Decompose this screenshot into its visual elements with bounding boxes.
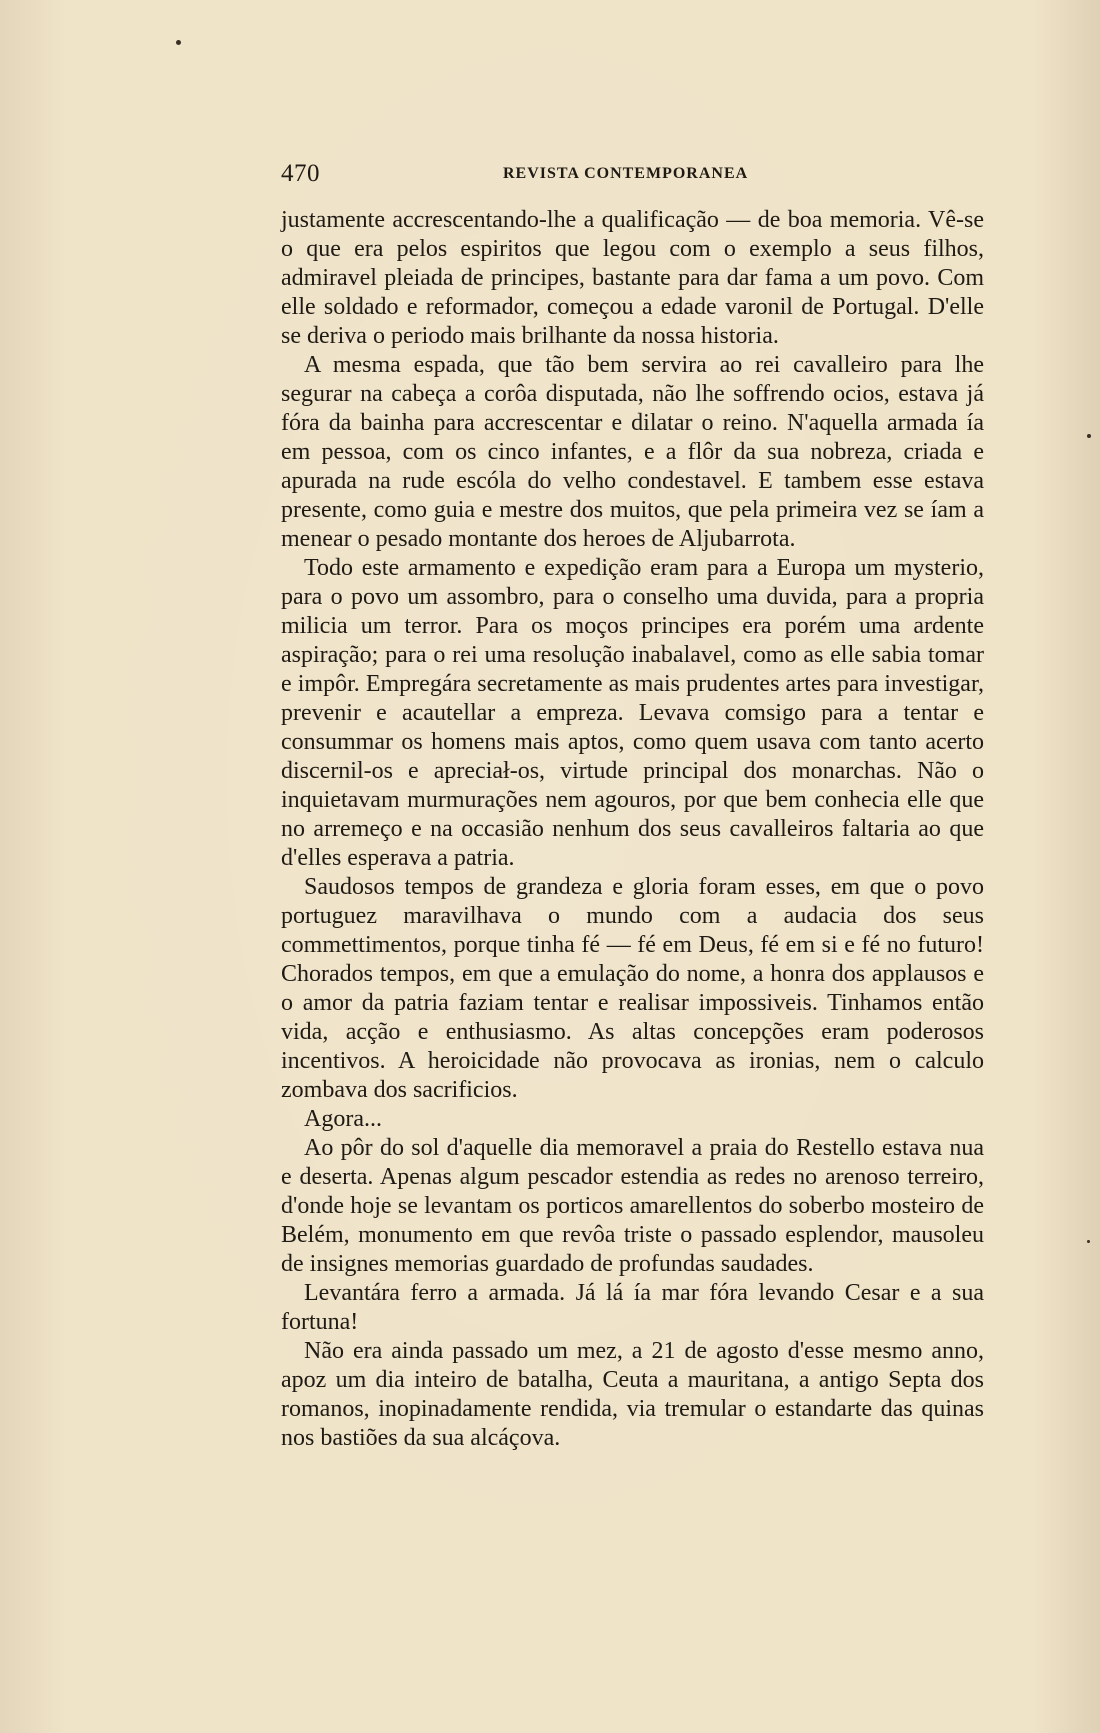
paper-speck: [176, 40, 181, 45]
page-number: 470: [281, 160, 320, 187]
paragraph-2: A mesma espada, que tão bem servira ao rei cavalleiro para lhe segurar na cabeça a corôa disputada, não lhe soffrendo ocios, estava já fóra da bainha para accrescentar e dilatar o reino. N'aquella armada ía em pessoa, com os cinco infantes, e a flôr da sua nobreza, criada e apurada na rude escóla do velho condestavel. E tambem esse estava presente, como guia e mestre dos muitos, que pela primeira vez se íam a menear o pesado montante dos heroes de Aljubarrota.: [281, 352, 984, 552]
paper-speck: [1087, 1240, 1090, 1243]
paragraph-8: Não era ainda passado um mez, a 21 de agosto d'esse mesmo anno, apoz um dia inteiro de batalha, Ceuta a mauritana, a antigo Septa dos romanos, inopinadamente rendida, via tremular o estandarte das quinas nos bastiões da sua alcáçova.: [281, 1338, 984, 1451]
paragraph-4: Saudosos tempos de grandeza e gloria foram esses, em que o povo portuguez maravilhava o mundo com a audacia dos seus commettimentos, porque tinha fé — fé em Deus, fé em si e fé no futuro! Chorados tempos, em que a emulação do nome, a honra dos applausos e o amor da patria faziam tentar e realisar impossiveis. Tinhamos então vida, acção e enthusiasmo. As altas concepções eram poderosos incentivos. A heroicidade não provocava as ironias, nem o calculo zombava dos sacrificios.: [281, 874, 984, 1103]
paragraph-6: Ao pôr do sol d'aquelle dia memoravel a praia do Restello estava nua e deserta. Apenas algum pescador estendia as redes no arenoso terreiro, d'onde hoje se levantam os porticos amarellentos do soberbo mosteiro de Belém, monumento em que revôa triste o passado esplendor, mausoleu de insignes memorias guardado de profundas saudades.: [281, 1135, 984, 1277]
paper-speck: [1087, 434, 1091, 438]
running-title: REVISTA CONTEMPORANEA: [503, 165, 749, 182]
paragraph-5: Agora...: [304, 1106, 382, 1132]
paragraph-3: Todo este armamento e expedição eram para a Europa um mysterio, para o povo um assombro, para o conselho uma duvida, para a propria milicia um terror. Para os moços principes era porém uma ardente aspiração; para o rei uma resolução inabalavel, como as elle sabia tomar e impôr. Empregára secretamente as mais prudentes artes para investigar, prevenir e acautellar a empreza. Levava comsigo para a tentar e consummar os homens mais aptos, como quem usava com tanto acerto discernil-os e apreciał-os, virtude principal dos monarchas. Não o inquietavam murmurações nem agouros, por que bem conhecia elle que no arremeço e na occasião nenhum dos seus cavalleiros faltaria ao que d'elles esperava a patria.: [281, 555, 984, 871]
paragraph-1: justamente accrescentando-lhe a qualificação — de boa memoria. Vê-se o que era pelos espiritos que legou com o exemplo a seus filhos, admiravel pleiada de principes, bastante para dar fama a um povo. Com elle soldado e reformador, começou a edade varonil de Portugal. D'elle se deriva o periodo mais brilhante da nossa historia.: [281, 207, 984, 349]
body-text: [281, 206, 984, 1453]
page-header: [281, 160, 749, 190]
paragraph-7: Levantára ferro a armada. Já lá ía mar fóra levando Cesar e a sua fortuna!: [281, 1280, 984, 1335]
